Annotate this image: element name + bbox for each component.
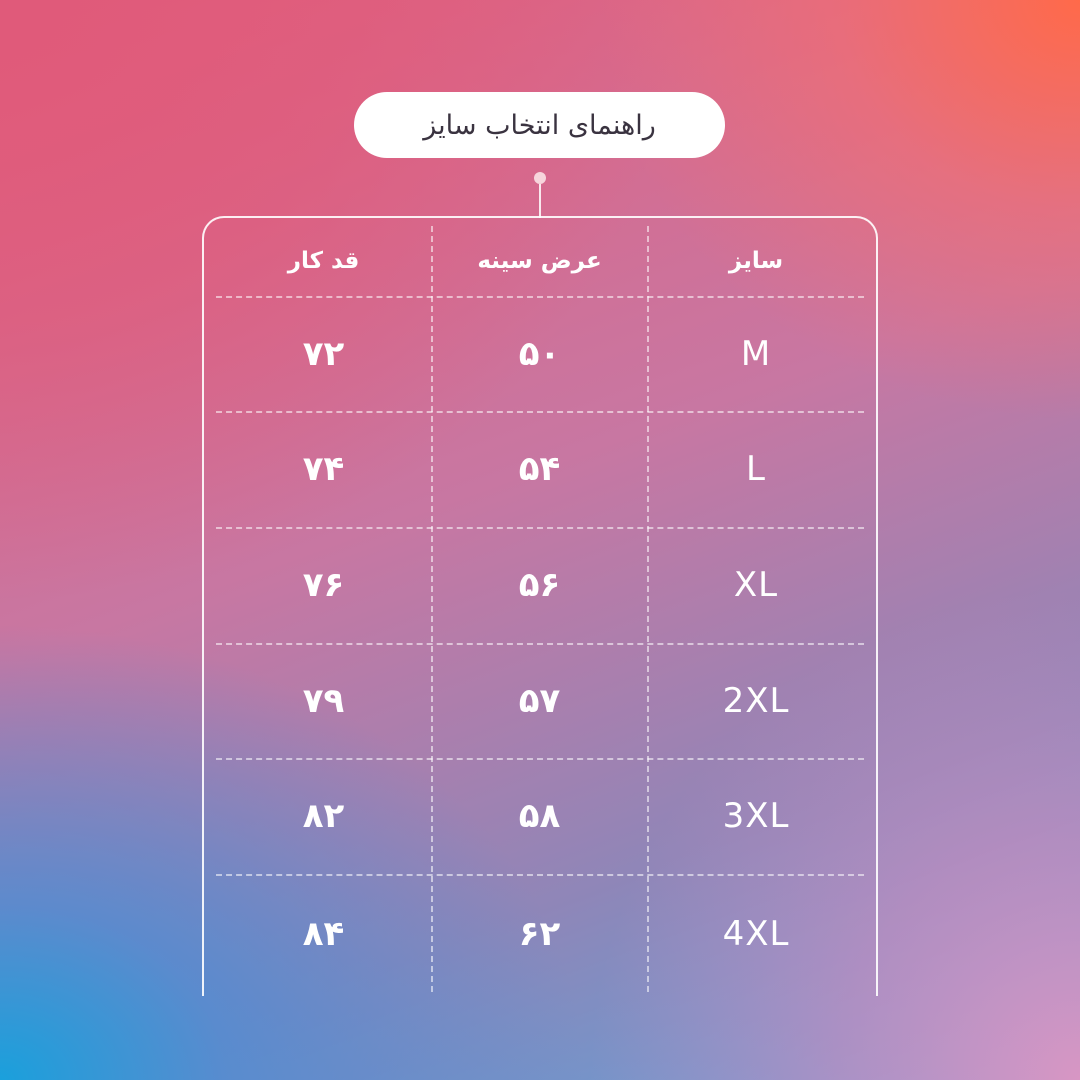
cell-length: ۷۶ bbox=[302, 565, 345, 605]
header-length: قد کار bbox=[287, 248, 360, 274]
cell-size: L bbox=[746, 449, 766, 489]
cell-chest-width: ۵۰ bbox=[518, 333, 561, 374]
cell-chest-width: ۵۷ bbox=[518, 680, 561, 721]
connector-dot bbox=[534, 172, 546, 184]
cell-size: M bbox=[740, 333, 772, 374]
cell-chest-width: ۵۸ bbox=[518, 796, 561, 836]
cell-size: 2XL bbox=[722, 680, 790, 721]
connector-line bbox=[539, 184, 541, 218]
cell-length: ۷۲ bbox=[302, 333, 345, 374]
header-size: سایز bbox=[728, 248, 784, 274]
cell-chest-width: ۵۴ bbox=[518, 449, 561, 489]
cell-length: ۷۹ bbox=[302, 680, 345, 721]
cell-length: ۸۲ bbox=[302, 796, 345, 836]
cell-size: 4XL bbox=[722, 914, 790, 954]
cell-size: 3XL bbox=[722, 796, 790, 836]
cell-size: XL bbox=[733, 565, 779, 605]
header-chest-width: عرض سینه bbox=[477, 248, 602, 274]
cell-chest-width: ۵۶ bbox=[518, 565, 561, 605]
cell-length: ۸۴ bbox=[302, 914, 345, 954]
page-title: راهنمای انتخاب سایز bbox=[354, 92, 725, 158]
cell-chest-width: ۶۲ bbox=[518, 914, 561, 954]
cell-length: ۷۴ bbox=[302, 449, 345, 489]
